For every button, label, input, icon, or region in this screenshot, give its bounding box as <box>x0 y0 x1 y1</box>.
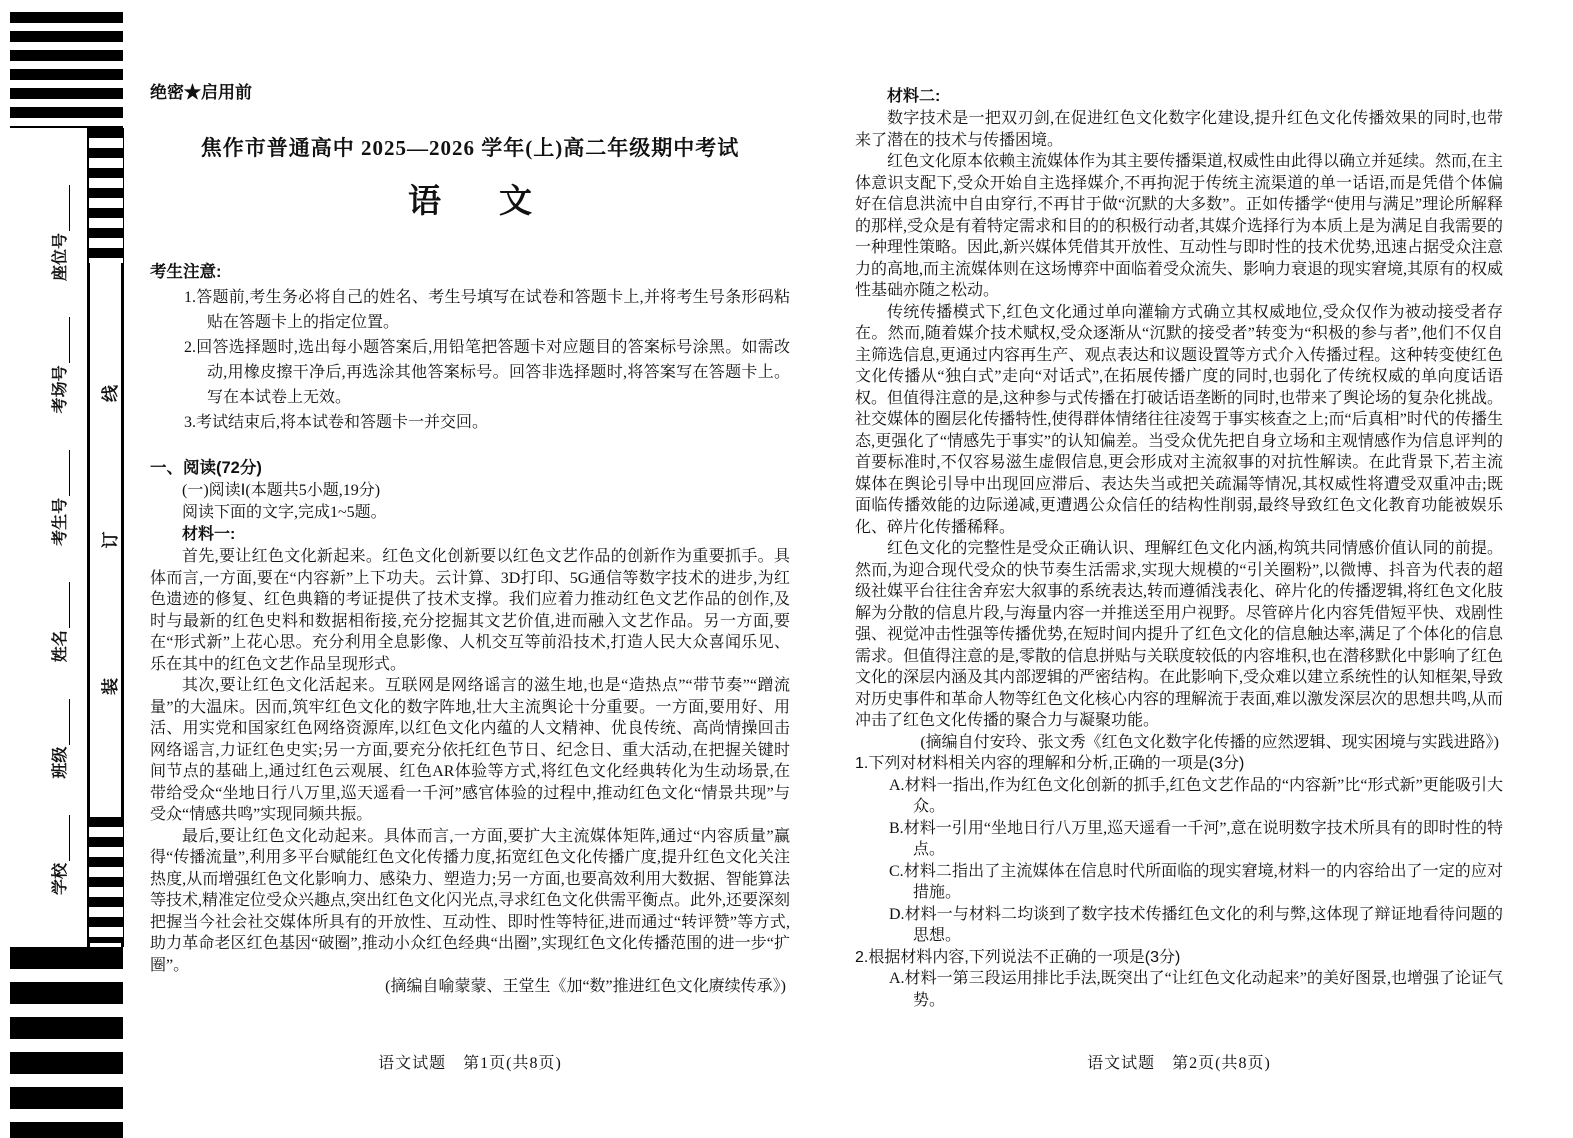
binding-line-label <box>96 385 120 695</box>
class-blank-line <box>55 699 70 745</box>
part-heading: (一)阅读Ⅰ(本题共5小题,19分) <box>182 482 381 499</box>
question-1-option-d: D.材料一与材料二均谈到了数字技术传播红色文化的利与弊,这体现了辩证地看待问题的思想。 <box>889 905 1503 944</box>
notice-item-1: 1.答题前,考生务必将自己的姓名、考生号填写在试卷和答题卡上,并将考生号条形码粘贴在答题卡上的指定位置。 <box>184 289 790 331</box>
field-exam-room: 考场号 <box>47 317 70 413</box>
question-1-option-a: A.材料一指出,作为红色文化创新的抓手,红色文艺作品的“内容新”比“形式新”更能吸引大众。 <box>889 776 1503 815</box>
field-seat-number: 座位号 <box>47 185 70 281</box>
notice-heading: 考生注意: <box>150 263 222 281</box>
reading-section <box>150 456 790 998</box>
reading-instruction: 阅读下面的文字,完成1~5题。 <box>182 504 387 521</box>
material2-section <box>855 86 1503 1011</box>
registration-marks-bottom <box>10 947 123 1138</box>
binding-char-zhuang: 装 <box>100 678 120 695</box>
name-blank-line <box>55 582 70 628</box>
question-2-stem: 2.根据材料内容,下列说法不正确的一项是(3分) <box>855 948 1181 966</box>
question-2-option-a: A.材料一第三段运用排比手法,既突出了“让红色文化动起来”的美好图景,也增强了论证气势。 <box>889 970 1503 1009</box>
material2-paragraph: 数字技术是一把双刃剑,在促进红色文化数字化建设,提升红色文化传播效果的同时,也带来了潜在的技术与传播困境。 <box>855 110 1503 149</box>
material1-paragraph: 首先,要让红色文化新起来。红色文化创新要以红色文艺作品的创新作为重要抓手。具体而言,一方面,要在“内容新”上下功夫。云计算、3D打印、5G通信等数字技术的进步,为红色遗迹的修复、红色典籍的考证提供了技术支撑。我们应着力推动红色文艺作品的创作,及时与最新的红色史料和数据相衔接,充分挖掘其文艺价值,进而融入文艺作品。另一方面,要在“形式新”上花心思。充分利用全息影像、人机交互等前沿技术,打造人民大众喜闻乐见、乐在其中的红色文艺作品呈现形式。 <box>150 548 790 673</box>
material1-paragraph: 其次,要让红色文化活起来。互联网是网络谣言的滋生地,也是“造热点”“带节奏”“蹭流量”的大温床。因而,筑牢红色文化的数字阵地,壮大主流舆论十分重要。一方面,要用好、用活、用实党和国家红色网络资源库,以红色文化内蕴的人文精神、优良传统、高尚情操回击网络谣言,力证红色史实;另一方面,要充分依托红色节日、纪念日、重大活动,在把握关键时间节点的基础上,通过红色云观展、红色AR体验等方式,将红色文化经典转化为生动场景,在带给受众“坐地日行八万里,巡天遥看一千河”感官体验的过程中,推动红色文化“情景共现”与受众“情感共鸣”实现同频共振。 <box>150 677 790 823</box>
examinee-notice <box>150 260 790 435</box>
examinee-number-blank-line <box>55 450 70 496</box>
page-1-footer: 语文试题 第1页(共8页) <box>378 1055 562 1072</box>
page-2-footer: 语文试题 第2页(共8页) <box>1087 1055 1271 1072</box>
material2-paragraph: 红色文化原本依赖主流媒体作为其主要传播渠道,权威性由此得以确立并延续。然而,在主体意识支配下,受众开始自主选择媒介,不再拘泥于传统主流渠道的单一话语,而是凭借个体偏好在信息洪流中自由穿行,不再甘于做“沉默的大多数”。正如传播学“使用与满足”理论所解释的那样,受众是有着特定需求和目的的积极行动者,其媒介选择行为本质上是为满足自我需要的一种理性策略。因此,新兴媒体凭借其开放性、互动性与即时性的技术优势,迅速占据受众注意力的高地,而主流媒体则在这场博弈中面临着受众流失、影响力衰退的现实窘境,其原有的权威性基础亦随之松动。 <box>855 153 1504 299</box>
security-classification-label: 绝密★启用前 <box>150 83 252 102</box>
student-info-fields <box>36 185 70 895</box>
binding-stripes-upper <box>89 128 123 263</box>
section-heading: 一、阅读(72分) <box>150 459 262 477</box>
material1-paragraph: 最后,要让红色文化动起来。具体而言,一方面,要扩大主流媒体矩阵,通过“内容质量”赢得“传播流量”,利用多平台赋能红色文化传播力度,拓宽红色文化传播广度,提升红色文化关注热度,从而增强红色文化影响力、感染力、塑造力;另一方面,也要高效利用大数据、智能算法等技术,精准定位受众兴趣点,突出红色文化闪光点,寻求红色文化供需平衡点。此外,还要深刻把握当今社会社交媒体所具有的开放性、互动性、即时性等特征,进而通过“转评赞”等方式,助力革命老区红色基因“破圈”,推动小众红色经典“出圈”,实现红色文化传播范围的进一步“扩圈”。 <box>150 827 791 974</box>
field-name: 姓名 <box>47 582 70 662</box>
notice-item-3: 3.考试结束后,将本试卷和答题卡一并交回。 <box>184 414 489 431</box>
question-1-stem: 1.下列对材料相关内容的理解和分析,正确的一项是(3分) <box>855 755 1245 772</box>
material1-attribution: (摘编自喻蒙蒙、王堂生《加“数”推进红色文化赓续传承》) <box>385 978 786 995</box>
material2-attribution: (摘编自付安玲、张文秀《红色文化数字化传播的应然逻辑、现实困境与实践进路》) <box>920 733 1499 751</box>
notice-item-2: 2.回答选择题时,选出每小题答案后,用铅笔把答题卡对应题目的答案标号涂黑。如需改动,用橡皮擦干净后,再选涂其他答案标号。回答非选择题时,将答案写在答题卡上。写在本试卷上无效。 <box>184 339 790 406</box>
binding-char-xian: 线 <box>100 385 120 402</box>
field-examinee-number: 考生号 <box>47 450 70 546</box>
material2-paragraph: 红色文化的完整性是受众正确认识、理解红色文化内涵,构筑共同情感价值认同的前提。然而,为迎合现代受众的快节奏生活需求,实现大规模的“引关圈粉”,以微博、抖音为代表的超级社媒平台往往舍弃宏大叙事的系统表达,转而遵循浅表化、碎片化的传播逻辑,将红色文化肢解为分散的信息片段,与海量内容一并推送至用户视野。尽管碎片化内容凭借短平快、戏剧性强、视觉冲击性强等传播优势,在短时间内提升了红色文化的信息触达率,满足了个体化的信息需求。但值得注意的是,零散的信息拼贴与关联度较低的内容堆积,也在潜移默化中影响了红色文化的深层内涵及其内部逻辑的严密结构。在此影响下,受众难以建立系统性的认知框架,导致对历史事件和革命人物等红色文化核心内容的理解流于表面,难以激发深层次的思想共鸣,从而冲击了红色文化传播的聚合力与凝聚功能。 <box>855 540 1504 729</box>
binding-char-ding: 订 <box>100 531 120 549</box>
exam-title: 焦作市普通高中 2025—2026 学年(上)高二年级期中考试 <box>200 136 740 160</box>
exam-room-blank-line <box>55 317 70 363</box>
material1-label: 材料一: <box>182 526 236 543</box>
question-1-option-c: C.材料二指出了主流媒体在信息时代所面临的现实窘境,材料一的内容给出了一定的应对措施。 <box>889 862 1503 901</box>
school-blank-line <box>55 815 70 861</box>
field-class: 班级 <box>47 699 70 779</box>
registration-marks-top <box>10 12 123 128</box>
seat-number-blank-line <box>55 185 70 231</box>
subject-title: 语文 <box>408 182 590 219</box>
material2-label: 材料二: <box>887 88 941 105</box>
material2-paragraph: 传统传播模式下,红色文化通过单向灌输方式确立其权威地位,受众仅作为被动接受者存在。然而,随着媒介技术赋权,受众逐渐从“沉默的接受者”转变为“积极的参与者”,他们不仅自主筛选信息,更通过内容再生产、观点表达和议题设置等方式介入传播过程。这种转变使红色文化传播从“独白式”走向“对话式”,在拓展传播广度的同时,也弱化了传统权威的单向度话语权。但值得注意的是,这种参与式传播在打破话语垄断的同时,也带来了舆论场的复杂化挑战。社交媒体的圈层化传播特性,使得群体情绪往往凌驾于事实核查之上;而“后真相”时代的传播生态,更强化了“情感先于事实”的认知偏差。当受众优先把自身立场和主观情感作为信息评判的首要标准时,不仅容易滋生虚假信息,更会形成对主流叙事的对抗性解读。在此背景下,若主流媒体在舆论引导中出现回应滞后、表达失当或把关疏漏等情况,其权威性将遭受双重冲击;既面临传播效能的边际递减,更遭遇公众信任的结构性削弱,最终导致红色文化教育功能被娱乐化、碎片化传播稀释。 <box>855 303 1504 536</box>
field-school: 学校 <box>47 815 70 895</box>
question-1-option-b: B.材料一引用“坐地日行八万里,巡天遥看一千河”,意在说明数字技术所具有的即时性的特点。 <box>889 819 1503 858</box>
binding-stripes-middle <box>89 817 123 943</box>
